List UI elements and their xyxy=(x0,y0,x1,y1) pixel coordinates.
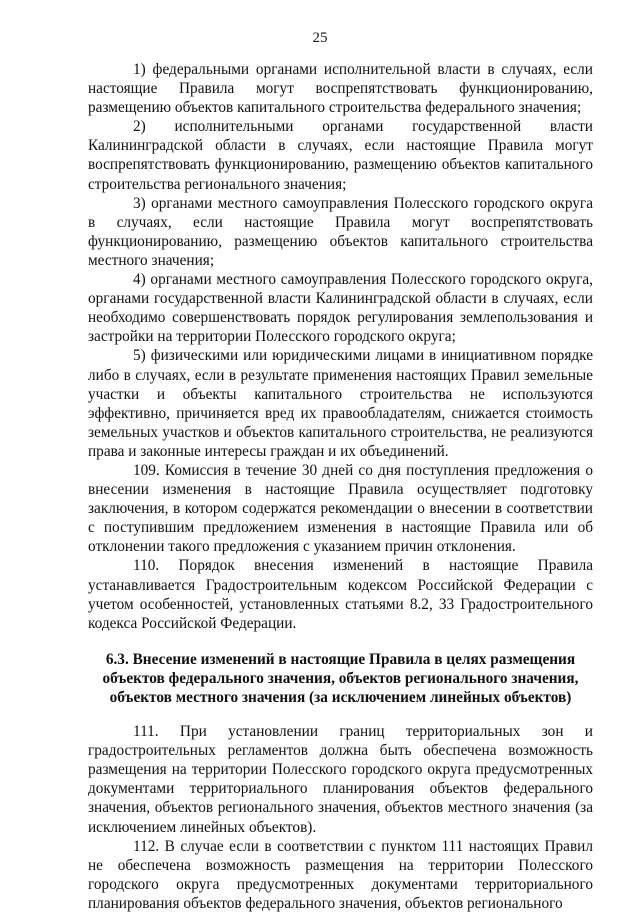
section-heading-line: объектов местного значения (за исключением линейных объектов) xyxy=(109,689,572,706)
document-body xyxy=(88,60,593,913)
list-item: 4) органами местного самоуправления Полесского городского округа, органами государственной власти Калининградской области в случаях, если необходимо совершенствовать порядок регулирования землепользования и застройки на территории Полесского городского округа; xyxy=(88,271,593,346)
list-item: 1) федеральными органами исполнительной власти в случаях, если настоящие Правила могут воспрепятствовать функционированию, размещению объектов капитального строительства федерального значения; xyxy=(88,61,593,117)
list-item: 2) исполнительными органами государственной власти Калининградской области в случаях, если настоящие Правила могут воспрепятствовать функционированию, размещению объектов капитального строительства регионального значения; xyxy=(88,118,593,193)
paragraph-111: 111. При установлении границ территориальных зон и градостроительных регламентов должна быть обеспечена возможность размещения на территории Полесского городского округа предусмотренных документами территориального планирования объектов федерального значения, объектов регионального значения, объектов местного значения (за исключением линейных объектов). xyxy=(88,723,593,836)
paragraph-109: 109. Комиссия в течение 30 дней со дня поступления предложения о внесении изменения в настоящие Правила осуществляет подготовку заключения, в котором содержатся рекомендации о внесении в соответствии с поступившим предложением изменения в настоящие Правила или об отклонении такого предложения с указанием причин отклонения. xyxy=(88,461,593,556)
paragraph-112: 112. В случае если в соответствии с пунктом 111 настоящих Правил не обеспечена возможность размещения на территории Полесского городского округа предусмотренных документами территориального планирования объектов федерального значения, объектов регионального xyxy=(88,837,593,912)
paragraph-110: 110. Порядок внесения изменений в настоящие Правила устанавливается Градостроительным кодексом Российской Федерации с учетом особенностей, установленных статьями 8.2, 33 Градостроительного кодекса Российской Федерации. xyxy=(88,557,593,632)
section-heading xyxy=(88,650,593,707)
list-item: 3) органами местного самоуправления Полесского городского округа в случаях, если настоящие Правила могут воспрепятствовать функционированию, размещению объектов капитального строительства местного значения; xyxy=(88,194,593,269)
page-number: 25 xyxy=(312,30,328,46)
section-heading-line: 6.3. Внесение изменений в настоящие Правила в целях размещения xyxy=(105,650,576,668)
section-heading-line: объектов федерального значения, объектов регионального значения, xyxy=(102,669,579,687)
list-item: 5) физическими или юридическими лицами в инициативном порядке либо в случаях, если в результате применения настоящих Правил земельные участки и объекты капитального строительства не используются эффективно, причиняется вред их правообладателям, снижается стоимость земельных участков и объектов капитального строительства, не реализуются права и законные интересы граждан и их объединений. xyxy=(88,347,593,460)
